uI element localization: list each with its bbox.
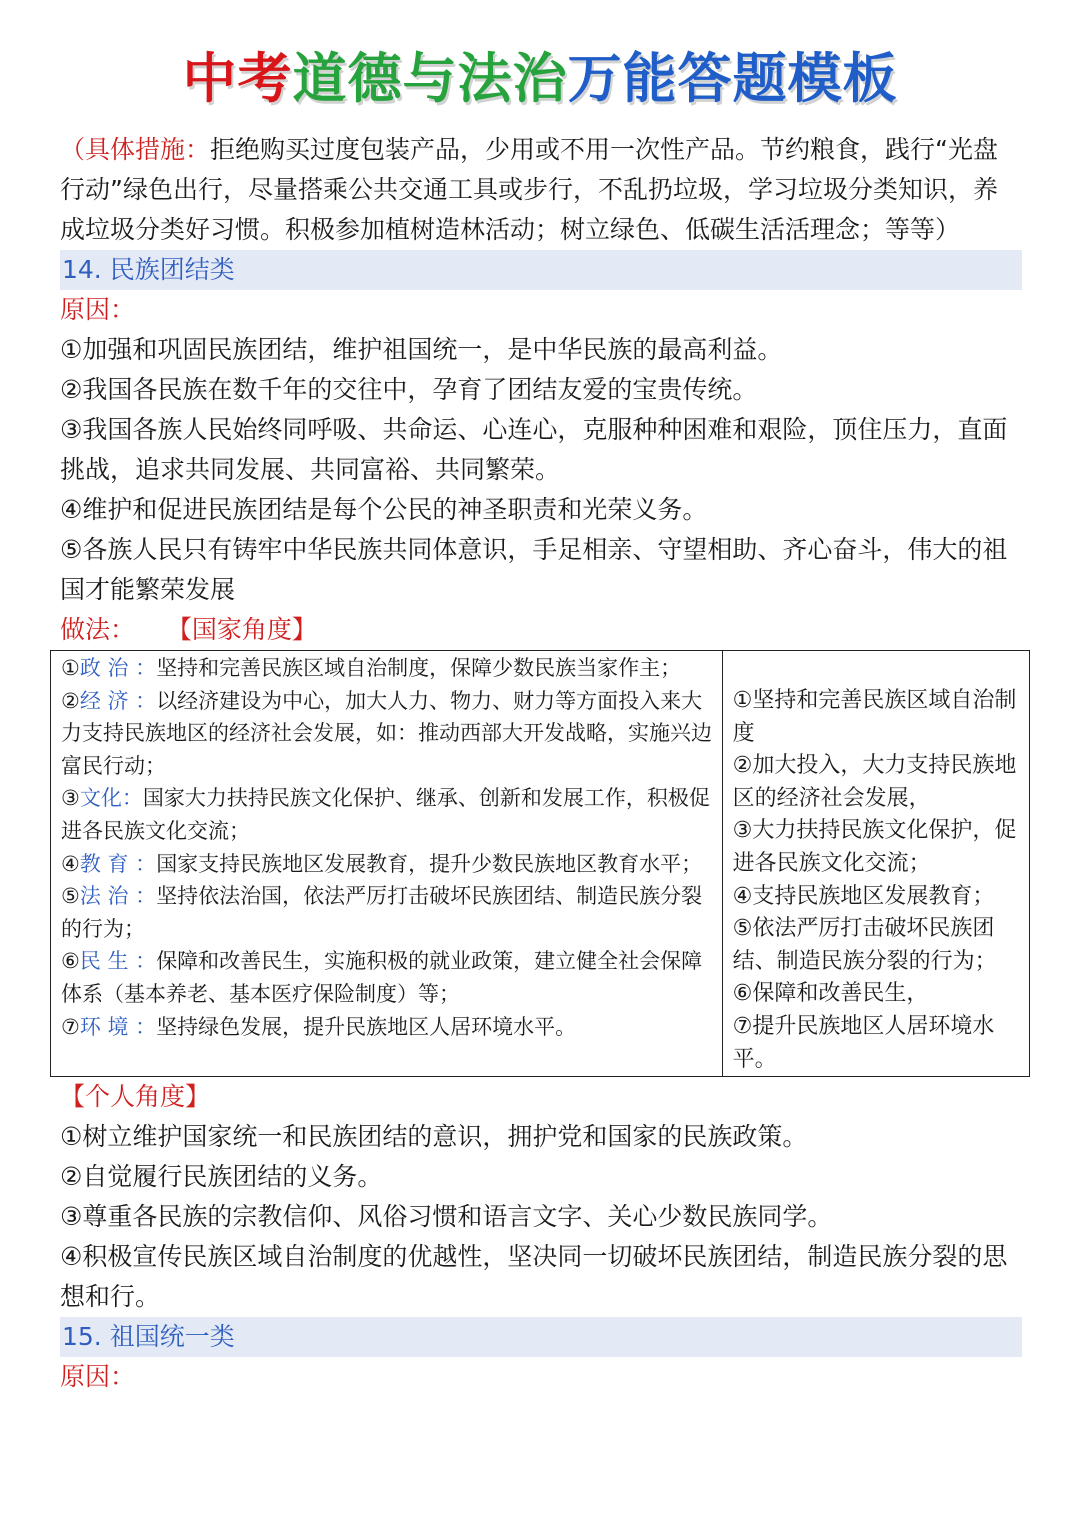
- item-text: 坚持依法治国，依法严厉打击破坏民族团结、制造民族分裂的行为；: [61, 884, 703, 941]
- table-row: [61, 1011, 714, 1044]
- table-row: [61, 945, 714, 1010]
- table-right-column: [722, 651, 1029, 1077]
- section-15-reason-label: 原因：: [60, 1362, 136, 1392]
- document-body: [60, 130, 1022, 1397]
- item-keyword: 法 治 ：: [79, 884, 157, 909]
- table-row: [61, 652, 714, 685]
- reason-item: ④维护和促进民族团结是每个公民的神圣职责和光荣义务。: [60, 495, 708, 524]
- reason-item: ①加强和巩固民族团结，维护祖国统一，是中华民族的最高利益。: [60, 335, 783, 364]
- item-keyword: 民 生 ：: [79, 949, 157, 974]
- intro-label: （具体措施：: [60, 135, 211, 164]
- reason-item: ②我国各民族在数千年的交往中，孕育了团结友爱的宝贵传统。: [60, 375, 758, 404]
- item-number: ①: [61, 656, 80, 680]
- personal-item: ④积极宣传民族区域自治制度的优越性，坚决同一切破坏民族团结，制造民族分裂的思想和行。: [60, 1242, 1008, 1312]
- page-title: [0, 42, 1080, 116]
- item-keyword: 政 治 ：: [79, 656, 157, 680]
- personal-perspective-label: 【个人角度】: [60, 1082, 211, 1112]
- summary-item: ⑥保障和改善民生，: [732, 981, 929, 1007]
- item-number: ⑦: [61, 1014, 80, 1039]
- item-keyword: 环 境 ：: [79, 1014, 157, 1039]
- item-number: ⑤: [61, 884, 80, 909]
- title-part-3: 万能答题模板: [567, 47, 898, 110]
- reason-item: ③我国各族人民始终同呼吸、共命运、心连心，克服种种困难和艰险，顶住压力，直面挑战，追求共同发展、共同富裕、共同繁荣。: [60, 415, 1008, 484]
- title-part-2: 道德与法治: [292, 47, 568, 110]
- method-label: 做法：: [60, 615, 136, 644]
- item-text: 保障和改善民生，实施积极的就业政策，建立健全社会保障体系（基本养老、基本医疗保险制度）等；: [61, 949, 703, 1006]
- summary-item: ⑦提升民族地区人居环境水平。: [732, 1013, 995, 1072]
- section-15-heading: 15. 祖国统一类: [60, 1317, 1022, 1357]
- table-row: [61, 848, 714, 881]
- state-measures-table: [50, 650, 1030, 1077]
- item-text: 以经济建设为中心，加大人力、物力、财力等方面投入来大力支持民族地区的经济社会发展，如：推动西部大开发战略，实施兴边富民行动；: [61, 688, 712, 778]
- item-keyword: 文化：: [79, 786, 143, 811]
- item-number: ③: [61, 786, 80, 811]
- personal-item: ①树立维护国家统一和民族团结的意识，拥护党和国家的民族政策。: [60, 1122, 808, 1152]
- item-text: 坚持绿色发展，提升民族地区人居环境水平。: [156, 1014, 577, 1039]
- item-keyword: 教 育 ：: [79, 851, 157, 876]
- reason-item: ⑤各族人民只有铸牢中华民族共同体意识，手足相亲、守望相助、齐心奋斗，伟大的祖国才能繁荣发展: [60, 535, 1008, 604]
- title-part-1: 中考: [182, 47, 293, 110]
- item-text: 国家大力扶持民族文化保护、继承、创新和发展工作，积极促进各民族文化交流；: [61, 786, 710, 843]
- summary-item: ①坚持和完善民族区域自治制度: [732, 688, 1017, 746]
- intro-text: 拒绝购买过度包装产品，少用或不用一次性产品。节约粮食，践行“光盘行动”绿色出行，尽量搭乘公共交通工具或步行，不乱扔垃圾，学习垃圾分类知识，养成垃圾分类好习惯。积极参加植树造林活动；树立绿色、低碳生活活理念；等等）: [60, 135, 998, 244]
- item-text: 坚持和完善民族区域自治制度，保障少数民族当家作主；: [156, 656, 682, 680]
- summary-item: ③大力扶持民族文化保护，促进各民族文化交流；: [732, 818, 1017, 876]
- personal-item: ③尊重各民族的宗教信仰、风俗习惯和语言文字、关心少数民族同学。: [60, 1202, 833, 1232]
- item-keyword: 经 济 ：: [79, 688, 157, 713]
- method-line: [60, 610, 1022, 650]
- intro-paragraph: [60, 130, 1022, 250]
- section-14-heading: 14. 民族团结类: [60, 250, 1022, 290]
- table-row: [61, 782, 714, 847]
- personal-item: ②自觉履行民族团结的义务。: [60, 1162, 383, 1192]
- item-number: ②: [61, 688, 80, 713]
- state-perspective-label: 【国家角度】: [166, 615, 317, 644]
- summary-item: ⑤依法严厉打击破坏民族团结、制造民族分裂的行为；: [732, 916, 997, 974]
- item-number: ④: [61, 851, 80, 876]
- item-text: 国家支持民族地区发展教育，提升少数民族地区教育水平；: [156, 851, 703, 876]
- section-14-reason-label: 原因：: [60, 295, 136, 324]
- summary-item: ②加大投入，大力支持民族地区的经济社会发展，: [732, 753, 1017, 811]
- table-row: [61, 880, 714, 945]
- table-row: [61, 685, 714, 783]
- summary-item: ④支持民族地区发展教育；: [732, 883, 995, 909]
- item-number: ⑥: [61, 949, 80, 974]
- table-left-column: [51, 651, 723, 1077]
